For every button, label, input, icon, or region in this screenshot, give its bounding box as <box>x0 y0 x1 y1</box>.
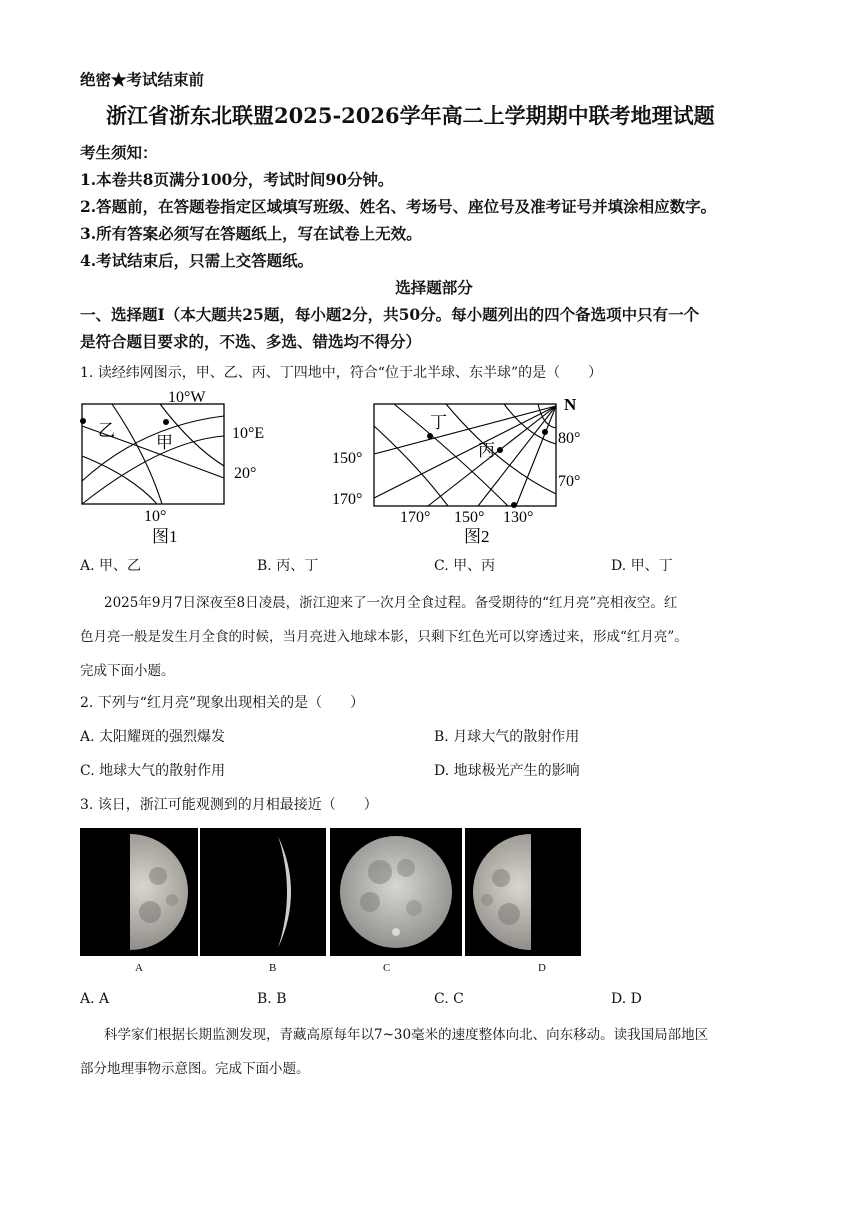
moon-label-c: C <box>383 962 391 974</box>
fig1-label-10: 10° <box>144 508 167 525</box>
moon-image-a <box>80 828 198 956</box>
q1-option-c: C. 甲、丙 <box>434 558 496 574</box>
fig2-label-70: 70° <box>558 473 581 490</box>
passage-2-line-2: 部分地理事物示意图。完成下面小题。 <box>80 1061 310 1077</box>
fig1-label-jia: 甲 <box>156 433 173 452</box>
section-instruction-2: 是符合题目要求的，不选、多选、错选均不得分） <box>80 332 422 351</box>
fig2-label-ding: 丁 <box>430 413 447 432</box>
section-instruction-1: 一、选择题I（本大题共25题，每小题2分，共50分。每小题列出的四个备选项中只有一个 <box>80 305 700 324</box>
fig2-label-150-bottom: 150° <box>454 509 485 526</box>
passage-1-line-1: 2025年9月7日深夜至8日凌晨，浙江迎来了一次月全食过程。备受期待的“红月亮”亮相夜空。红 <box>104 595 678 611</box>
notice-item-4: 4.考试结束后，只需上交答题纸。 <box>80 251 314 270</box>
moon-label-b: B <box>269 962 277 974</box>
fig2-label-80: 80° <box>558 430 581 447</box>
notice-heading: 考生须知： <box>80 143 158 162</box>
q2-option-b: B. 月球大气的散射作用 <box>434 729 580 745</box>
moon-image-c <box>330 828 462 956</box>
page-title: 浙江省浙东北联盟2025-2026学年高二上学期期中联考地理试题 <box>106 103 715 128</box>
fig1-label-yi: 乙 <box>98 421 115 440</box>
question-2-stem: 2. 下列与“红月亮”现象出现相关的是（ ） <box>80 695 365 711</box>
q1-option-d: D. 甲、丁 <box>611 558 673 574</box>
q2-option-d: D. 地球极光产生的影响 <box>434 763 580 779</box>
figure-2-graticule <box>328 386 598 548</box>
q3-option-c: C. C <box>434 991 464 1007</box>
passage-1-line-3: 完成下面小题。 <box>80 663 175 679</box>
question-3-stem: 3. 该日，浙江可能观测到的月相最接近（ ） <box>80 797 378 813</box>
notice-item-3: 3.所有答案必须写在答题纸上，写在试卷上无效。 <box>80 224 422 243</box>
fig2-label-bing: 丙 <box>478 441 495 460</box>
q3-option-a: A. A <box>80 991 110 1007</box>
q1-option-b: B. 丙、丁 <box>257 558 319 574</box>
fig2-label-north: N <box>564 395 577 414</box>
q3-option-b: B. B <box>257 991 287 1007</box>
passage-1-line-2: 色月亮一般是发生月全食的时候，当月亮进入地球本影，只剩下红色光可以穿透过来，形成“红月亮”。 <box>80 629 688 645</box>
fig2-label-130-bottom: 130° <box>503 509 534 526</box>
q1-option-a: A. 甲、乙 <box>80 558 142 574</box>
fig2-label-170-bottom: 170° <box>400 509 431 526</box>
moon-image-d <box>465 828 581 956</box>
moon-image-b <box>200 828 326 956</box>
notice-item-1: 1.本卷共8页满分100分，考试时间90分钟。 <box>80 170 394 189</box>
question-1-stem: 1. 读经纬网图示，甲、乙、丙、丁四地中，符合“位于北半球、东半球”的是（ ） <box>80 365 603 381</box>
passage-2-line-1: 科学家们根据长期监测发现，青藏高原每年以7~30毫米的速度整体向北、向东移动。读我国局部地区 <box>104 1027 709 1043</box>
fig1-caption: 图1 <box>152 527 178 546</box>
fig1-label-20: 20° <box>234 465 257 482</box>
figure-1-graticule <box>72 386 282 548</box>
fig1-label-10w: 10°W <box>168 389 206 406</box>
notice-item-2: 2.答题前，在答题卷指定区域填写班级、姓名、考场号、座位号及准考证号并填涂相应数字。 <box>80 197 717 216</box>
moon-label-a: A <box>135 962 143 974</box>
moon-label-d: D <box>538 962 546 974</box>
q2-option-c: C. 地球大气的散射作用 <box>80 763 226 779</box>
confidential-mark: 绝密★考试结束前 <box>80 70 205 89</box>
section-part-title: 选择题部分 <box>395 278 473 297</box>
q3-option-d: D. D <box>611 991 642 1007</box>
fig2-label-170-left: 170° <box>332 491 363 508</box>
fig2-label-150-left: 150° <box>332 450 363 467</box>
fig2-caption: 图2 <box>464 527 490 546</box>
q2-option-a: A. 太阳耀斑的强烈爆发 <box>80 729 226 745</box>
fig1-label-10e: 10°E <box>232 425 265 442</box>
